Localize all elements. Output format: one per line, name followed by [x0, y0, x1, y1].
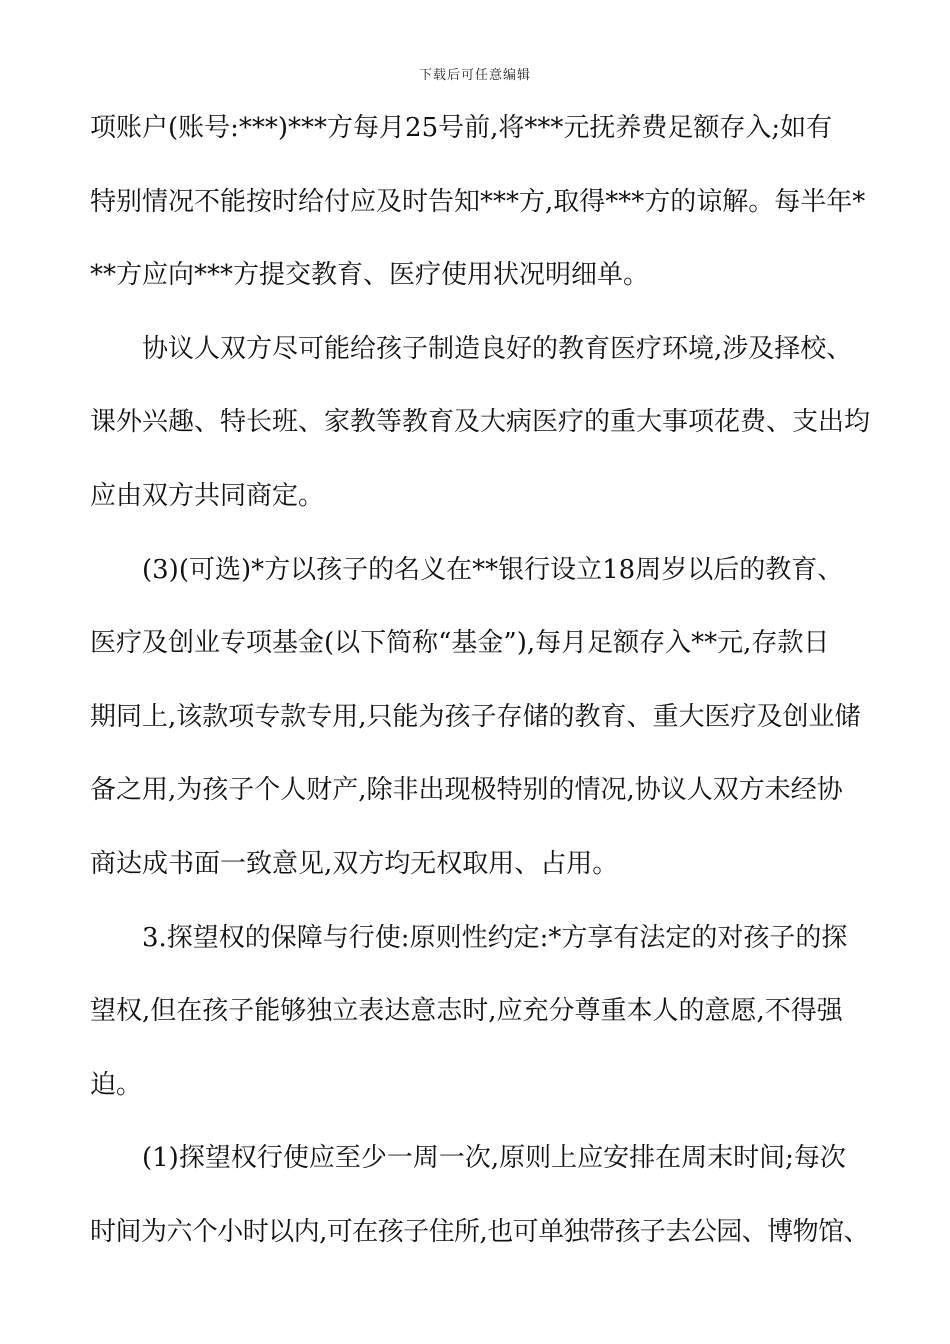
text-line: 迫。 — [90, 1069, 143, 1100]
text-line: 特别情况不能按时给付应及时告知***方,取得***方的谅解。每半年* — [90, 186, 866, 217]
text-line: 医疗及创业专项基金(以下简称“基金”),每月足额存入**元,存款日 — [90, 628, 830, 659]
page-header: 下载后可任意编辑 — [418, 68, 531, 83]
text-line: 望权,但在孩子能够独立表达意志时,应充分尊重本人的意愿,不得强 — [90, 996, 843, 1027]
text-line: 协议人双方尽可能给孩子制造良好的教育医疗环境,涉及择校、 — [142, 333, 853, 364]
text-line: 课外兴趣、特长班、家教等教育及大病医疗的重大事项花费、支出均 — [90, 407, 871, 438]
text-line: 期同上,该款项专款专用,只能为孩子存储的教育、重大医疗及创业储 — [90, 701, 861, 732]
text-line: 时间为六个小时以内,可在孩子住所,也可单独带孩子去公园、博物馆、 — [90, 1216, 869, 1247]
document-body — [90, 106, 870, 1284]
text-line: 项账户(账号:***)***方每月25号前,将***元抚养费足额存入;如有 — [90, 113, 833, 143]
text-line: 备之用,为孩子个人财产,除非出现极特别的情况,协议人双方未经协 — [90, 775, 843, 806]
text-line: (3)(可选)*方以孩子的名义在**银行设立18周岁以后的教育、 — [142, 554, 844, 585]
text-line: 商达成书面一致意见,双方均无权取用、占用。 — [90, 848, 619, 879]
text-line: 应由双方共同商定。 — [90, 480, 325, 511]
text-line: (1)探望权行使应至少一周一次,原则上应安排在周末时间;每次 — [142, 1143, 846, 1174]
text-line: **方应向***方提交教育、医疗使用状况明细单。 — [90, 260, 650, 291]
text-line: 3.探望权的保障与行使:原则性约定:*方享有法定的对孩子的探 — [142, 922, 848, 953]
